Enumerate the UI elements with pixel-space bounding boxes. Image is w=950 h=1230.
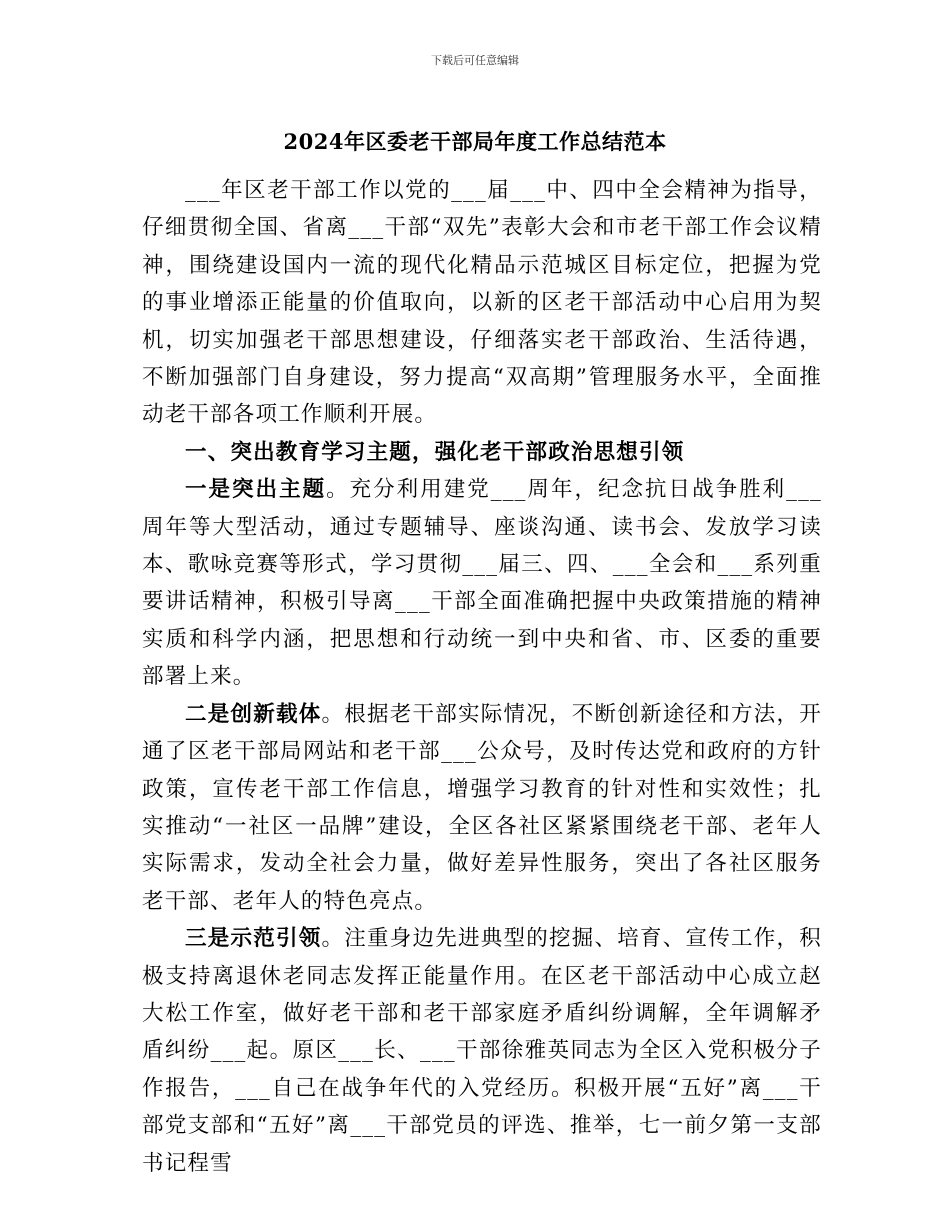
item-lead-1: 一是突出主题 xyxy=(185,477,327,503)
item-text-3: 。注重身边先进典型的挖掘、培育、宣传工作，积极支持离退休老同志发挥正能量作用。在区老干部活动中心成立赵大松工作室，做好老干部和老干部家庭矛盾纠纷调解，全年调解矛盾纠纷___起。原区___长、___干部徐雅英同志为全区入党积极分子作报告，___自己在战争年代的入党经历。积极开展“五好”离___干部党支部和“五好”离___干部党员的评选、推举，七一前夕第一支部书记程雪 xyxy=(142,926,822,1176)
item-lead-2: 二是创新载体 xyxy=(185,701,322,727)
item-paragraph-3 xyxy=(142,920,822,1182)
item-text-2: 。根据老干部实际情况，不断创新途径和方法，开通了区老干部局网站和老干部___公众号，及时传达党和政府的方针政策，宣传老干部工作信息，增强学习教育的针对性和实效性；扎实推动“一社区一品牌”建设，全区各社区紧紧围绕老干部、老年人实际需求，发动全社会力量，做好差异性服务，突出了各社区服务老干部、老年人的特色亮点。 xyxy=(142,701,822,914)
item-text-1: 。充分利用建党___周年，纪念抗日战争胜利___周年等大型活动，通过专题辅导、座谈沟通、读书会、发放学习读本、歌咏竞赛等形式，学习贯彻___届三、四、___全会和___系列重要讲话精神，积极引导离___干部全面准确把握中央政策措施的精神实质和科学内涵，把思想和行动统一到中央和省、市、区委的重要部署上来。 xyxy=(142,477,822,690)
page-header: 下载后可任意编辑 xyxy=(431,54,519,67)
intro-paragraph: ___年区老干部工作以党的___届___中、四中全会精神为指导，仔细贯彻全国、省离___干部“双先”表彰大会和市老干部工作会议精神，围绕建设国内一流的现代化精品示范城区目标定位，把握为党的事业增添正能量的价值取向，以新的区老干部活动中心启用为契机，切实加强老干部思想建设，仔细落实老干部政治、生活待遇，不断加强部门自身建设，努力提高“双高期”管理服务水平，全面推动老干部各项工作顺利开展。 xyxy=(142,178,822,428)
document-title: 2024年区委老干部局年度工作总结范本 xyxy=(283,129,667,154)
item-paragraph-1 xyxy=(142,471,822,695)
item-lead-3: 三是示范引领 xyxy=(185,926,322,952)
section-heading: 一、突出教育学习主题，强化老干部政治思想引领 xyxy=(185,439,685,465)
document-body xyxy=(142,172,822,1182)
item-paragraph-2 xyxy=(142,696,822,920)
